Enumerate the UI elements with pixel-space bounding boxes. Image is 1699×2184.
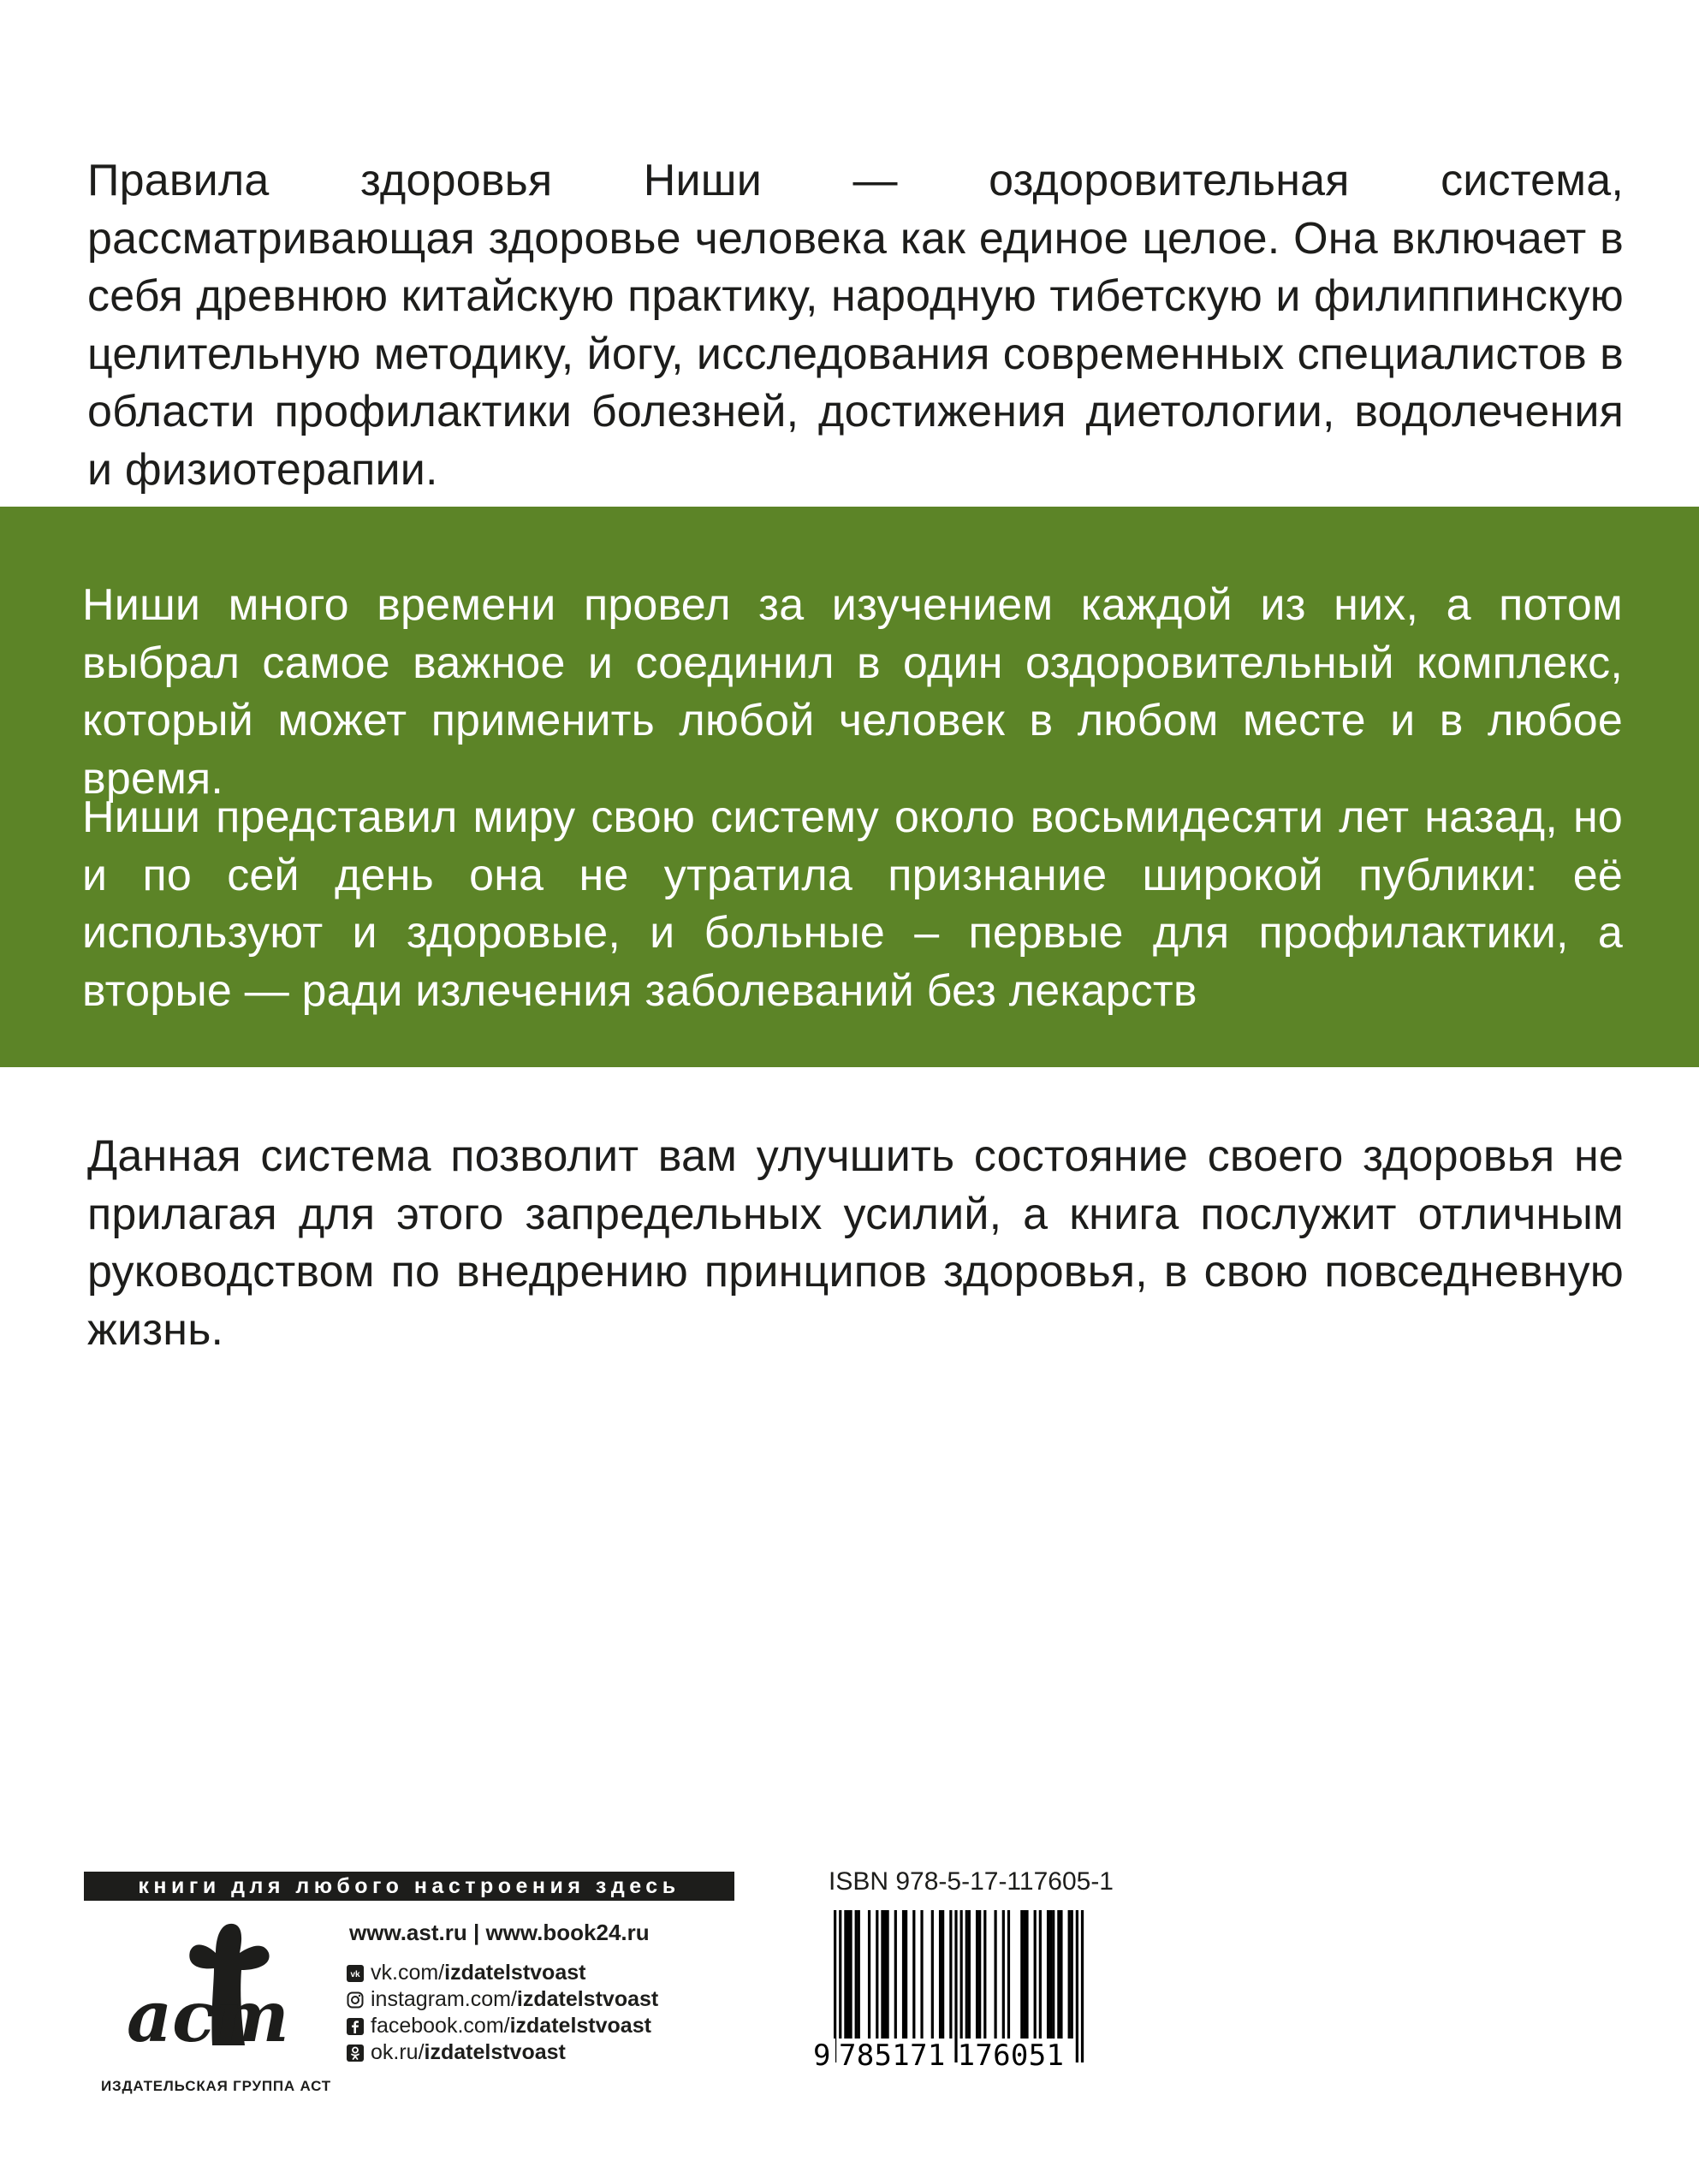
intro-paragraph: Правила здоровья Ниши — оздоровительная система, рассматривающая здоровье человека как единое целое. Она включает в себя древнюю китайскую практику, народную тибетскую и филиппинскую целительную методику, йогу, исследования современных специалистов в области профилактики болезней, достижения диетологии, водолечения и физиотерапии. — [87, 156, 1624, 495]
barcode-bar — [1023, 1910, 1025, 2039]
barcode-first-digit: 9 — [813, 2039, 835, 2073]
barcode-bar — [1039, 1910, 1042, 2039]
barcode-bar — [1025, 1910, 1028, 2039]
publisher-logo — [103, 1917, 317, 2071]
barcode-bar — [1034, 1910, 1037, 2039]
barcode-bar — [883, 1910, 886, 2039]
social-link-facebook[interactable] — [347, 2013, 658, 2039]
svg-text:vk: vk — [350, 1969, 360, 1979]
barcode-bar — [855, 1910, 858, 2039]
barcode-bar — [978, 1910, 981, 2039]
barcode-bar — [1068, 1910, 1071, 2039]
logo-text: аст — [127, 1976, 289, 2058]
barcode-bar — [876, 1910, 878, 2039]
barcode-bar — [939, 1910, 942, 2039]
barcode-bar — [1047, 1910, 1049, 2039]
barcode-bar — [994, 1910, 996, 2039]
isbn-label: ISBN 978-5-17-117605-1 — [829, 1867, 1114, 1896]
website-links[interactable]: www.ast.ru | www.book24.ru — [349, 1920, 650, 1945]
barcode-bar — [844, 1910, 847, 2039]
social-handle: izdatelstvoast — [509, 2014, 651, 2038]
highlight-band — [0, 507, 1699, 1067]
barcode-bar — [881, 1910, 883, 2039]
social-link-instagram[interactable] — [347, 1986, 658, 2013]
social-prefix: vk.com/ — [371, 1961, 445, 1985]
social-handle: izdatelstvoast — [516, 1987, 659, 2011]
barcode-left-group: 785171 — [839, 2039, 946, 2073]
barcode-bar — [968, 1910, 971, 2039]
barcode-bar — [920, 1910, 923, 2039]
barcode-bar — [1057, 1910, 1060, 2039]
facebook-icon — [347, 2018, 364, 2035]
barcode-bar — [847, 1910, 849, 2039]
barcode-bar — [1002, 1910, 1005, 2039]
slogan-bar: книги для любого настроения здесь — [84, 1872, 734, 1901]
social-handle: izdatelstvoast — [444, 1961, 586, 1985]
barcode-bar — [1071, 1910, 1073, 2039]
barcode-bar — [949, 1910, 952, 2039]
publisher-name: ИЗДАТЕЛЬСКАЯ ГРУППА АСТ — [101, 2078, 331, 2094]
highlight-paragraph-1: Ниши много времени провел за изучением каждой из них, а потом выбрал самое важное и соединил в один оздоровительный комплекс, который может применить любой человек в любом месте и в любое время. — [82, 580, 1623, 804]
barcode-digits — [813, 2039, 1091, 2073]
barcode-right-group: 176051 — [957, 2039, 1065, 2073]
barcode-bar — [905, 1910, 907, 2039]
barcode-bar — [1052, 1910, 1054, 2039]
barcode-bar — [1049, 1910, 1052, 2039]
barcode-bar — [849, 1910, 852, 2039]
social-handle: izdatelstvoast — [424, 2040, 566, 2064]
barcode-bar — [858, 1910, 860, 2039]
barcode-bar — [902, 1910, 905, 2039]
vk-icon — [347, 1965, 364, 1982]
social-links — [347, 1960, 658, 2066]
social-prefix: ok.ru/ — [371, 2040, 425, 2064]
barcode-bar — [1007, 1910, 1010, 2039]
barcode-bar — [894, 1910, 897, 2039]
social-prefix: instagram.com/ — [371, 1987, 517, 2011]
barcode-bar — [942, 1910, 944, 2039]
barcode-bar — [931, 1910, 934, 2039]
barcode-bar — [1060, 1910, 1062, 2039]
barcode-bar — [1020, 1910, 1023, 2039]
barcode-bar — [912, 1910, 915, 2039]
closing-paragraph: Данная система позволит вам улучшить состояние своего здоровья не прилагая для этого запредельных усилий, а книга послужит отличным руководством по внедрению принципов здоровья, в свою повседневную жизнь. — [87, 1131, 1624, 1355]
instagram-icon — [347, 1991, 364, 2009]
highlight-paragraph-2: Ниши представил миру свою систему около восьмидесяти лет назад, но и по сей день она не утратила признание широкой публики: её используют и здоровые, и больные – первые для профилактики, а вторые — ради излечения заболеваний без лекарств — [82, 792, 1623, 1016]
ok-icon — [347, 2045, 364, 2062]
barcode-bar — [983, 1910, 986, 2039]
social-link-vk[interactable] — [347, 1960, 658, 1986]
social-prefix: facebook.com/ — [371, 2014, 510, 2038]
barcode-bar — [868, 1910, 870, 2039]
barcode-bar — [886, 1910, 888, 2039]
barcode-bar — [965, 1910, 968, 2039]
barcode-bar — [976, 1910, 978, 2039]
social-link-ok[interactable] — [347, 2039, 658, 2066]
